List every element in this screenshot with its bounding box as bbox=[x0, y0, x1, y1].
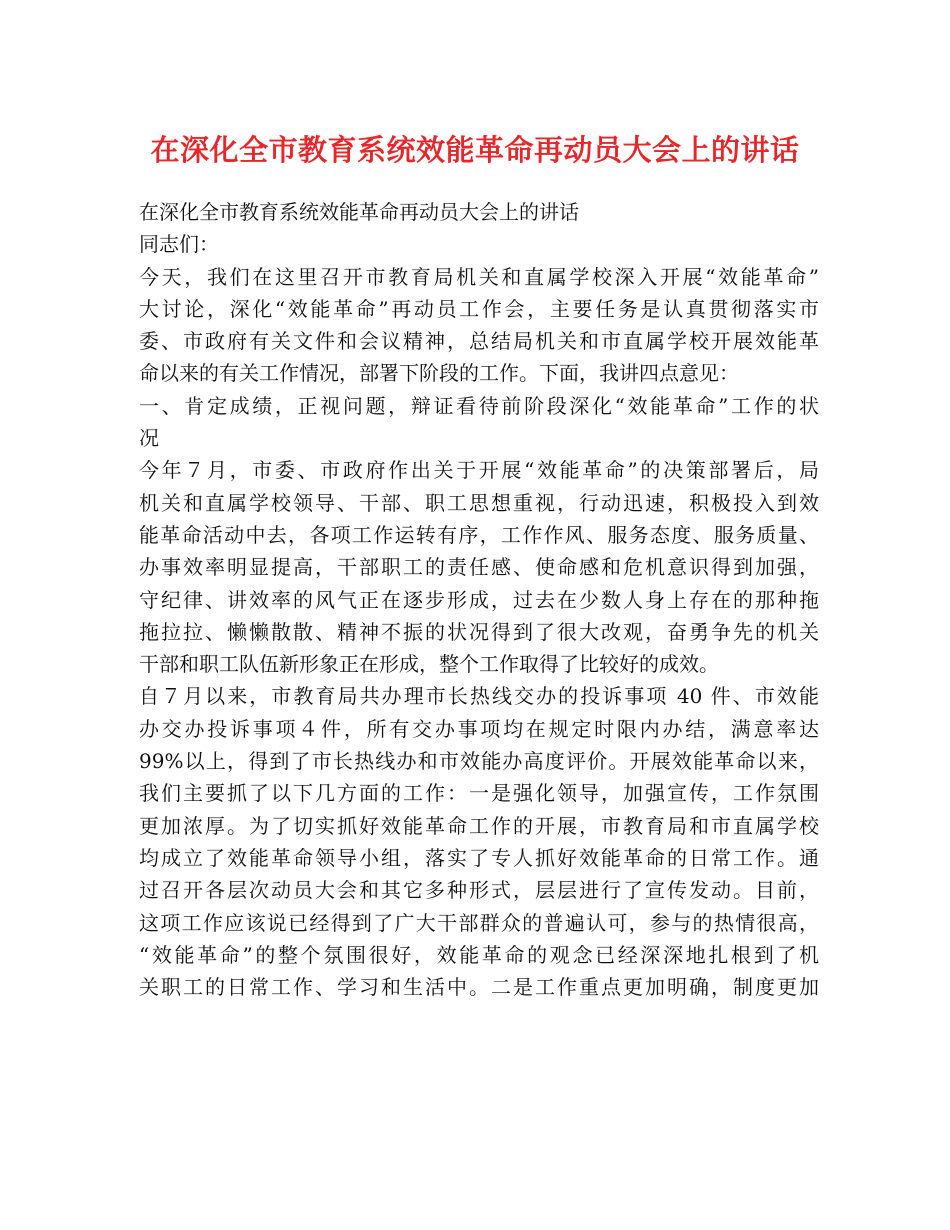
document-title: 在深化全市教育系统效能革命再动员大会上的讲话 bbox=[150, 133, 800, 167]
body-line: 均成立了效能革命领导小组，落实了专人抓好效能革命的日常工作。通 bbox=[139, 845, 819, 870]
body-line: 同志们： bbox=[139, 232, 219, 257]
body-line: 在深化全市教育系统效能革命再动员大会上的讲话 bbox=[139, 200, 579, 224]
body-line: 干部和职工队伍新形象正在形成，整个工作取得了比较好的成效。 bbox=[139, 652, 719, 677]
body-line: 能革命活动中去，各项工作运转有序，工作作风、服务态度、服务质量、 bbox=[139, 522, 819, 547]
body-line: 委、市政府有关文件和会议精神，总结局机关和市直属学校开展效能革 bbox=[139, 329, 819, 354]
body-line: 一、肯定成绩，正视问题，辩证看待前阶段深化“效能革命”工作的状 bbox=[139, 393, 819, 418]
body-line: 过召开各层次动员大会和其它多种形式，层层进行了宣传发动。目前， bbox=[139, 878, 819, 903]
body-line: 守纪律、讲效率的风气正在逐步形成，过去在少数人身上存在的那种拖 bbox=[139, 587, 819, 612]
body-line: 这项工作应该说已经得到了广大干部群众的普遍认可，参与的热情很高， bbox=[139, 910, 819, 935]
body-line: 今天，我们在这里召开市教育局机关和直属学校深入开展“效能革命” bbox=[139, 264, 819, 289]
body-line: 况 bbox=[139, 426, 159, 451]
body-line: 今年７月，市委、市政府作出关于开展“效能革命”的决策部署后，局 bbox=[139, 458, 819, 483]
body-line: 更加浓厚。为了切实抓好效能革命工作的开展，市教育局和市直属学校 bbox=[139, 813, 819, 838]
body-line: 我们主要抓了以下几方面的工作：一是强化领导，加强宣传，工作氛围 bbox=[139, 781, 819, 806]
body-line: “效能革命”的整个氛围很好，效能革命的观念已经深深地扎根到了机 bbox=[139, 942, 819, 967]
body-line: 办交办投诉事项４件，所有交办事项均在规定时限内办结，满意率达 bbox=[139, 716, 819, 741]
body-line: 关职工的日常工作、学习和生活中。二是工作重点更加明确，制度更加 bbox=[139, 975, 819, 1000]
body-line: 办事效率明显提高，干部职工的责任感、使命感和危机意识得到加强， bbox=[139, 555, 819, 580]
body-line: 自７月以来，市教育局共办理市长热线交办的投诉事项 40 件、市效能 bbox=[139, 684, 819, 709]
body-line: 机关和直属学校领导、干部、职工思想重视，行动迅速，积极投入到效 bbox=[139, 490, 819, 515]
document-body bbox=[139, 196, 819, 1003]
body-line: 99%以上，得到了市长热线办和市效能办高度评价。开展效能革命以来， bbox=[139, 749, 819, 774]
body-line: 拖拉拉、懒懒散散、精神不振的状况得到了很大改观，奋勇争先的机关 bbox=[139, 619, 819, 644]
body-line: 命以来的有关工作情况，部署下阶段的工作。下面，我讲四点意见： bbox=[139, 361, 739, 386]
body-line: 大讨论，深化“效能革命”再动员工作会，主要任务是认真贯彻落实市 bbox=[139, 296, 819, 321]
